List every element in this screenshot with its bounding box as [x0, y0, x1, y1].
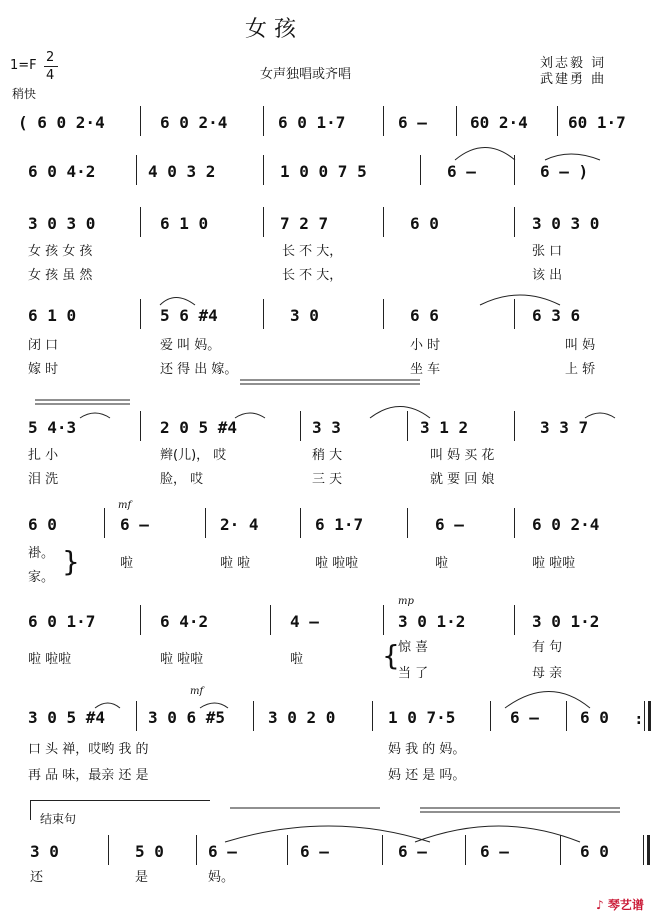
measure: 3 0 1·2: [398, 612, 466, 631]
lyric-line-1: 叫 妈 买 花: [430, 448, 495, 463]
song-title: 女 孩: [245, 17, 296, 42]
measure: 6 6: [410, 306, 439, 325]
measure: 3 1 2: [420, 418, 469, 437]
repeat-dots: :: [636, 712, 642, 728]
slur: [200, 703, 228, 708]
measure: 6 0: [28, 515, 57, 534]
lyric-line-2: 上 轿: [565, 362, 596, 377]
lyric-line-2: 母 亲: [532, 666, 563, 681]
measure: 6 0 2·4: [532, 515, 600, 534]
lyric-line-1: 妈 我 的 妈。: [388, 742, 466, 757]
lyric-line-1: 啦: [290, 652, 304, 667]
lyric-line-1: 褂。: [28, 546, 55, 561]
time-signature-bottom: 4: [46, 68, 55, 83]
measure: 5 4·3: [28, 418, 77, 437]
lyric-line-1: 张 口: [532, 244, 563, 259]
measure: 6 1 0: [28, 306, 77, 325]
tie: [225, 826, 430, 842]
tempo-mark: 稍快: [12, 87, 37, 101]
measure: 6 0 4·2: [28, 162, 96, 181]
measure: 3 0 1·2: [532, 612, 600, 631]
measure: 6 0 2·4: [160, 113, 228, 132]
lyric-line-2: 坐 车: [410, 362, 441, 377]
composer: 武建勇 曲: [540, 72, 607, 87]
measure: ( 6 0 2·4: [18, 113, 105, 132]
lyric-line-1: 爱 叫 妈。: [160, 338, 221, 353]
slur: [95, 703, 120, 708]
measure: 5 6 #4: [160, 306, 218, 325]
measure: 6 –: [480, 842, 509, 861]
measure: 6 –: [120, 515, 149, 534]
measure: 60 2·4: [470, 113, 528, 132]
lyric-line-1: 有 句: [532, 640, 563, 655]
measure: 6 1·7: [315, 515, 364, 534]
measure: 7 2 7: [280, 214, 329, 233]
measure: 6 –: [435, 515, 464, 534]
watermark-logo: [596, 896, 644, 913]
measure: 3 0: [30, 842, 59, 861]
lyric-line-2: 就 要 回 娘: [430, 472, 495, 487]
lyric-line-1: 妈。: [208, 870, 235, 885]
measure: 3 0 5 #4: [28, 708, 106, 727]
measure: 6 –: [208, 842, 237, 861]
ending-label: 结束句: [40, 812, 77, 826]
measure: 6 0: [410, 214, 439, 233]
watermark-text: 琴艺谱: [607, 898, 644, 912]
slur: [585, 413, 615, 418]
lyric-line-1: 叫 妈: [565, 338, 596, 353]
measure: 3 0 3 0: [28, 214, 96, 233]
lyric-line-1: 稍 大: [312, 448, 343, 463]
lyricist: 刘志毅 词: [540, 56, 607, 71]
lyric-line-1: 长 不 大，: [282, 244, 343, 259]
measure: 6 0: [580, 708, 609, 727]
dynamic-mark: mp: [398, 596, 414, 607]
performance-note: 女声独唱或齐唱: [260, 67, 352, 82]
slur: [235, 413, 265, 418]
lyric-line-1: 女 孩 女 孩: [28, 244, 93, 259]
measure: 6 0: [580, 842, 609, 861]
lyric-line-1: 啦 啦啦: [315, 556, 359, 571]
measure: 5 0: [135, 842, 164, 861]
lyric-line-2: 脸， 哎: [160, 472, 204, 487]
measure: 6 1 0: [160, 214, 209, 233]
slur: [160, 298, 195, 306]
measure: 60 1·7: [568, 113, 626, 132]
dynamic-mark: mf: [118, 500, 132, 511]
measure: 3 0 2 0: [268, 708, 336, 727]
lyric-line-1: 口 头 禅，哎哟 我 的: [28, 742, 149, 757]
measure: 6 – ): [540, 162, 589, 181]
measure: 4 –: [290, 612, 319, 631]
slur: [370, 407, 430, 419]
measure: 6 0 1·7: [278, 113, 346, 132]
lyric-line-2: 妈 还 是 吗。: [388, 768, 466, 783]
lyric-line-2: 嫁 时: [28, 362, 59, 377]
lyric-line-1: 扎 小: [28, 448, 59, 463]
lyric-line-1: 还: [30, 870, 44, 885]
measure: 6 –: [300, 842, 329, 861]
measure: 3 0 6 #5: [148, 708, 226, 727]
time-signature-top: 2: [46, 50, 55, 65]
measure: 3 3 7: [540, 418, 589, 437]
tie: [415, 826, 580, 842]
measure: 6 4·2: [160, 612, 209, 631]
tie: [545, 154, 600, 160]
lyric-line-2: 再 品 味，最亲 还 是: [28, 768, 149, 783]
lyric-line-1: 啦 啦啦: [28, 652, 72, 667]
measure: 6 –: [398, 842, 427, 861]
tie: [455, 148, 515, 161]
lyric-line-1: 啦: [120, 556, 134, 571]
measure: 3 0: [290, 306, 319, 325]
tie: [505, 692, 590, 709]
brace: }: [62, 545, 80, 578]
lyric-line-2: 女 孩 虽 然: [28, 268, 93, 283]
lyric-line-2: 家。: [28, 570, 55, 585]
lyric-line-1: 啦 啦: [220, 556, 251, 571]
measure: 4 0 3 2: [148, 162, 216, 181]
measure: 2 0 5 #4: [160, 418, 238, 437]
lyric-line-2: 长 不 大，: [282, 268, 343, 283]
lyric-line-1: 啦: [435, 556, 449, 571]
measure: 3 3: [312, 418, 341, 437]
lyric-line-2: 还 得 出 嫁。: [160, 362, 238, 377]
slur: [480, 295, 560, 305]
measure: 1 0 0 7 5: [280, 162, 367, 181]
key-signature: 1=F: [10, 58, 37, 73]
brace: {: [382, 639, 400, 672]
measure: 6 –: [510, 708, 539, 727]
lyric-line-1: 小 时: [410, 338, 441, 353]
lyric-line-2: 泪 洗: [28, 472, 59, 487]
dynamic-mark: mf: [190, 686, 204, 697]
measure: 6 3 6: [532, 306, 581, 325]
lyric-line-1: 惊 喜: [398, 640, 429, 655]
lyric-line-2: 当 了: [398, 666, 429, 681]
measure: 3 0 3 0: [532, 214, 600, 233]
lyric-line-1: 啦 啦啦: [160, 652, 204, 667]
lyric-line-1: 是: [135, 870, 149, 885]
measure: 1 0 7·5: [388, 708, 456, 727]
measure: 6 –: [398, 113, 427, 132]
lyric-line-2: 该 出: [532, 268, 563, 283]
logo-icon: ♪: [596, 898, 604, 912]
lyric-line-1: 辫(儿)， 哎: [160, 448, 227, 463]
lyric-line-1: 啦 啦啦: [532, 556, 576, 571]
lyric-line-2: 三 天: [312, 472, 343, 487]
measure: 2· 4: [220, 515, 259, 534]
slur: [80, 413, 110, 418]
lyric-line-1: 闭 口: [28, 338, 59, 353]
measure: 6 –: [447, 162, 476, 181]
measure: 6 0 1·7: [28, 612, 96, 631]
